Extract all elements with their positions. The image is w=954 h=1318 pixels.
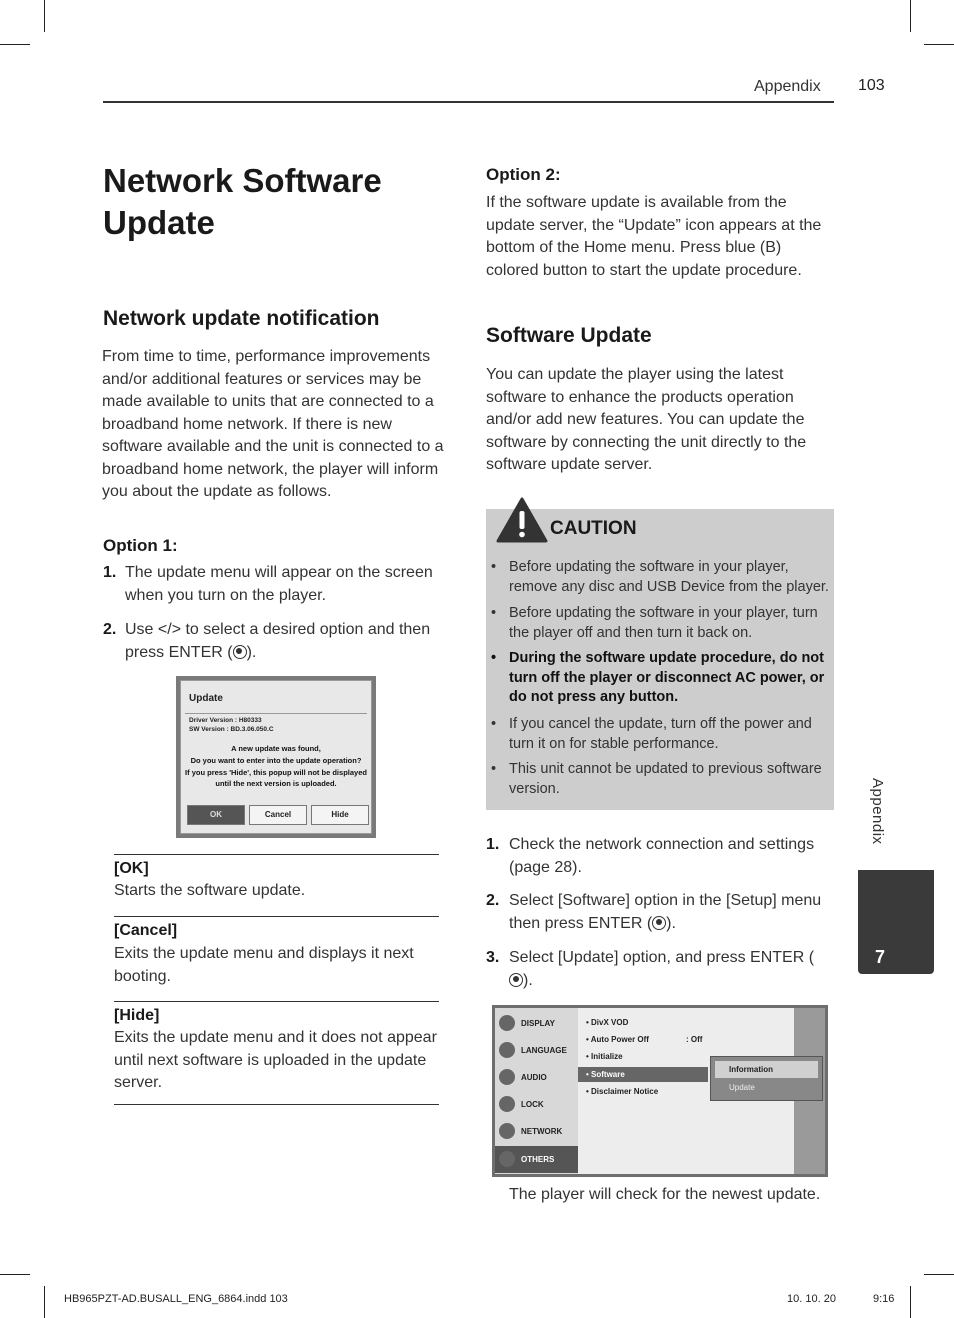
option-initialize: • Initialize	[586, 1052, 623, 1061]
dialog-hide-button: Hide	[311, 805, 369, 825]
side-section-label: Appendix	[869, 778, 886, 845]
definition-desc-cancel: Exits the update menu and displays it next booting.	[114, 945, 414, 985]
step-text: Select [Update] option, and press ENTER (	[509, 949, 815, 966]
page-title: Network Software Update	[103, 162, 382, 241]
crop-mark	[44, 0, 45, 32]
dialog-message-line: Do you want to enter into the update operation?	[190, 756, 362, 765]
option1-heading: Option 1:	[103, 536, 178, 555]
page-number: 103	[858, 77, 885, 94]
crop-mark	[910, 0, 911, 32]
list-item	[486, 890, 836, 935]
enter-button-icon	[509, 973, 523, 987]
step-number: 1.	[486, 836, 500, 853]
crop-mark	[910, 1286, 911, 1318]
menu-display: DISPLAY	[495, 1010, 578, 1037]
definition-desc-ok: Starts the software update.	[114, 882, 306, 899]
option2-body: If the software update is available from the update server, the “Update” icon appears at the bottom of the Home menu. Press blue (B) colored button to start the update procedure.	[486, 194, 822, 279]
option2-heading: Option 2:	[486, 165, 561, 184]
crop-mark	[924, 1274, 954, 1275]
step-text-end: ).	[523, 971, 533, 989]
others-icon	[499, 1151, 515, 1167]
caution-item: • Before updating the software in your player, remove any disc and USB Device from the player.	[491, 559, 829, 595]
audio-icon	[499, 1069, 515, 1085]
running-head: Appendix	[754, 78, 821, 95]
enter-button-icon	[233, 645, 247, 659]
software-update-heading: Software Update	[486, 324, 652, 347]
caution-item: • Before updating the software in your player, turn the player off and then turn it back on.	[491, 605, 818, 641]
menu-audio: AUDIO	[495, 1064, 578, 1091]
notification-heading: Network update notification	[103, 307, 380, 330]
caution-item: • If you cancel the update, turn off the power and turn it on for stable performance.	[491, 716, 812, 752]
warning-icon	[496, 497, 548, 543]
list-item	[486, 834, 836, 879]
sw-version: SW Version : BD.3.06.050.C	[189, 726, 274, 733]
after-note: The player will check for the newest update.	[509, 1186, 821, 1203]
step-number: 2.	[103, 621, 117, 638]
caution-item-important: • During the software update procedure, do not turn off the player or disconnect AC power, or do not press any button.	[491, 650, 825, 705]
chapter-number: 7	[875, 947, 886, 967]
submenu-information: Information	[715, 1061, 818, 1078]
notification-body: From time to time, performance improvements and/or additional features or services may be made available to units that are connected to a broadband home network. If there is new software available and the unit is connected to a broadband home network, the player will inform you about the update as follows.	[102, 348, 444, 500]
step-number: 2.	[486, 892, 500, 909]
footer-date: 10. 10. 20	[787, 1293, 836, 1305]
definition-rule	[114, 1104, 439, 1105]
footer-time: 9:16	[873, 1293, 895, 1305]
list-item	[103, 562, 453, 607]
step-text: The update menu will appear on the screen when you turn on the player.	[125, 564, 433, 604]
crop-mark	[0, 44, 30, 45]
definition-rule	[114, 854, 439, 855]
enter-button-icon	[652, 916, 666, 930]
dialog-message-line: If you press 'Hide', this popup will not be displayed	[185, 768, 367, 777]
step-number: 1.	[103, 564, 117, 581]
software-submenu	[710, 1056, 823, 1101]
definition-term-cancel: [Cancel]	[114, 922, 178, 939]
header-rule	[103, 101, 834, 103]
crop-mark	[44, 1286, 45, 1318]
definition-rule	[114, 916, 439, 917]
step-number: 3.	[486, 949, 500, 966]
dialog-message-line: until the next version is uploaded.	[215, 779, 337, 788]
driver-version: Driver Version : H80333	[189, 717, 262, 724]
definition-term-ok: [OK]	[114, 860, 149, 877]
definition-rule	[114, 1001, 439, 1002]
dialog-message-line: A new update was found,	[231, 744, 321, 753]
submenu-update: Update	[715, 1079, 818, 1096]
menu-network: NETWORK	[495, 1118, 578, 1145]
step-text-end: ).	[666, 914, 676, 932]
network-icon	[499, 1123, 515, 1139]
option-software: • Software	[578, 1067, 708, 1082]
caution-item: • This unit cannot be updated to previous software version.	[491, 761, 822, 797]
definition-term-hide: [Hide]	[114, 1007, 160, 1024]
step-text: Use </> to select a desired option and then press ENTER (	[125, 621, 431, 661]
option-disclaimer: • Disclaimer Notice	[586, 1087, 659, 1096]
software-update-body: You can update the player using the latest software to enhance the products operation and/or add new features. You can update the software by connecting the unit directly to the software update server.	[486, 366, 807, 473]
lock-icon	[499, 1096, 515, 1112]
menu-lock: LOCK	[495, 1091, 578, 1118]
crop-mark	[924, 44, 954, 45]
dialog-cancel-button: Cancel	[249, 805, 307, 825]
dialog-divider	[185, 713, 367, 714]
dialog-title: Update	[189, 693, 223, 704]
option-auto-power-off: • Auto Power Off : Off	[586, 1035, 703, 1044]
definition-desc-hide: Exits the update menu and it does not appear until next software is uploaded in the update server.	[114, 1029, 437, 1091]
display-icon	[499, 1015, 515, 1031]
menu-others: OTHERS	[495, 1146, 578, 1173]
dialog-ok-button: OK	[187, 805, 245, 825]
caution-title: CAUTION	[550, 518, 637, 539]
auto-power-value: : Off	[686, 1035, 703, 1044]
step-text-end: ).	[246, 643, 257, 661]
menu-language: LANGUAGE	[495, 1037, 578, 1064]
list-item	[103, 619, 453, 664]
language-icon	[499, 1042, 515, 1058]
chapter-tab	[858, 870, 934, 974]
option-divx-vod: • DivX VOD	[586, 1018, 629, 1027]
list-item	[486, 947, 826, 992]
footer-file: HB965PZT-AD.BUSALL_ENG_6864.indd 103	[64, 1293, 288, 1305]
update-dialog-screenshot	[176, 676, 376, 838]
step-text: Select [Software] option in the [Setup] menu then press ENTER (	[509, 892, 822, 932]
crop-mark	[0, 1274, 30, 1275]
step-text: Check the network connection and settings (page 28).	[509, 836, 815, 876]
